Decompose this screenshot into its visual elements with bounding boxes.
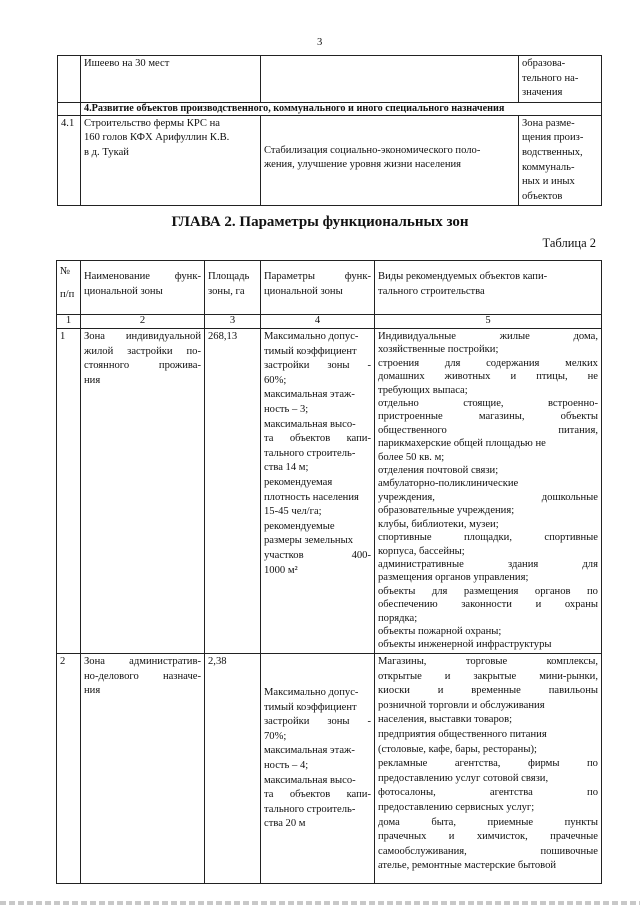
column-number: 2 (81, 315, 205, 329)
text-line (378, 370, 598, 383)
text-line (378, 845, 598, 860)
text-word: та (264, 789, 274, 801)
text-word: и (535, 599, 542, 611)
text-word: жилые (499, 331, 530, 342)
table-row (58, 115, 602, 206)
text-word: площадки, (464, 532, 512, 544)
text-line (378, 491, 598, 504)
text-line (264, 359, 371, 374)
text-word: хозяйственные постройки; (378, 344, 499, 356)
text-word: тального строитель- (264, 447, 356, 459)
text-word: административные (378, 558, 464, 570)
text-word: мелких (565, 357, 598, 369)
column-number: 4 (261, 315, 375, 329)
text-word: и (448, 831, 455, 843)
text-word: Максимально допус- (264, 687, 359, 698)
text-word: более 50 кв. м; (378, 451, 445, 463)
table-cell: Зона разме- щения произ- водственных, коммуналь- ных и иных объектов (519, 115, 602, 206)
text-word: предприятия общественного питания (378, 728, 547, 740)
text-line (264, 461, 371, 476)
text-line (378, 786, 598, 801)
text-word: плотность населения (264, 491, 359, 503)
text-line (378, 384, 598, 397)
text-line (378, 625, 598, 638)
text-word: рекламные (378, 758, 428, 770)
text-line (378, 801, 598, 816)
text-word: домашних (378, 371, 425, 383)
text-word: рекомендуемые (264, 520, 335, 532)
text-word: - (367, 360, 371, 372)
chapter-title: ГЛАВА 2. Параметры функциональных зон (171, 214, 469, 230)
text-word: самообслуживания, (378, 845, 467, 857)
text-line (84, 374, 201, 389)
scan-edge (0, 901, 640, 905)
text-line (378, 713, 598, 728)
text-word: животных (444, 371, 491, 383)
text-word: фирмы (527, 758, 560, 770)
text-line (378, 743, 598, 758)
table-row (57, 654, 602, 884)
text-word: содержания (486, 357, 540, 369)
text-word: 1000 м² (264, 564, 298, 576)
zone-object-types (375, 329, 602, 654)
header-area: Площадь зоны, га (205, 261, 261, 315)
text-line (264, 759, 371, 774)
text-line (378, 571, 598, 584)
text-word: порядка; (378, 612, 418, 624)
text-word: образовательные учреждения; (378, 505, 515, 517)
row-number: 1 (57, 329, 81, 654)
text-line (264, 403, 371, 418)
text-word: жилой (84, 345, 114, 357)
text-line (264, 447, 371, 462)
text-word: по- (186, 345, 201, 357)
text-line (264, 774, 371, 789)
zone-area: 2,38 (205, 654, 261, 884)
text-line (84, 670, 201, 685)
text-line (378, 451, 598, 464)
row-number: 2 (57, 654, 81, 884)
table-header-row (57, 261, 602, 315)
section-title: 4.Развитие объектов производственного, коммунального и иного специального назначения (81, 102, 602, 115)
text-word: размеры земельных (264, 535, 353, 547)
text-line (378, 531, 598, 544)
text-word: стоянного (84, 360, 130, 372)
text-line (264, 730, 371, 745)
header-num: № п/п (57, 261, 81, 315)
text-line (378, 464, 598, 477)
text-word: объекты пожарной охраны; (378, 625, 502, 637)
text-word: ность – 4; (264, 759, 309, 771)
text-word: объекты инженерной инфраструктуры (378, 639, 552, 651)
text-word: быта, (431, 816, 456, 828)
text-line (378, 816, 598, 831)
zone-name (81, 654, 205, 884)
text-word: Зона (84, 331, 105, 342)
row-number: 4.1 (58, 115, 81, 206)
table-cell: Строительство фермы КРС на 160 голов КФХ Арифуллин К.В. в д. Тукай (81, 115, 261, 206)
column-number-row (57, 315, 602, 329)
text-line (84, 345, 201, 360)
text-word: объектов (289, 433, 331, 445)
text-word: общественного (378, 424, 447, 436)
text-word: по (587, 787, 598, 799)
text-word: размещения органов управления; (378, 572, 529, 584)
text-line (84, 330, 201, 345)
text-word: для (444, 357, 461, 369)
text-word: рекомендуемая (264, 476, 333, 488)
text-word: размещения (463, 585, 519, 597)
text-line (378, 343, 598, 356)
text-word: дома, (573, 331, 598, 342)
text-word: для (582, 558, 598, 570)
text-word: пошивочные (540, 845, 598, 857)
text-word: и (444, 670, 451, 682)
text-word: киоски (378, 685, 410, 697)
text-word: строения (378, 357, 420, 369)
text-word: 400- (351, 549, 371, 561)
text-line (84, 655, 201, 670)
text-line (264, 549, 371, 564)
text-line (378, 357, 598, 370)
table-label: Таблица 2 (542, 236, 596, 250)
text-word: тимый коэффициент (264, 701, 357, 713)
text-word: комплексы, (546, 656, 598, 667)
text-line (378, 772, 598, 787)
text-word: питания, (558, 424, 598, 436)
text-word: фотосалоны, (378, 787, 436, 799)
text-word: тимый коэффициент (264, 345, 357, 357)
text-word: требующих выпаса; (378, 384, 468, 396)
text-line (378, 477, 598, 490)
text-word: зоны (327, 716, 350, 728)
text-word: максимальная высо- (264, 418, 356, 430)
text-word: объектов (289, 789, 331, 801)
text-line (378, 638, 598, 651)
text-line (378, 545, 598, 558)
zone-name (81, 329, 205, 654)
text-word: приемные (487, 816, 534, 828)
text-word: магазины, (478, 411, 525, 423)
text-word: - (367, 716, 371, 728)
table-row (58, 56, 602, 103)
text-word: агентства (489, 787, 533, 799)
text-line (264, 476, 371, 491)
text-line (378, 437, 598, 450)
text-word: застройки (127, 345, 173, 357)
text-word: агентства, (454, 758, 501, 770)
text-word: пристроенные (378, 411, 443, 423)
text-word: 60%; (264, 374, 287, 386)
text-line (378, 558, 598, 571)
text-word: максимальная этаж- (264, 389, 355, 401)
text-word: клубы, библиотеки, музеи; (378, 518, 499, 530)
text-word: объекты (560, 411, 598, 423)
text-word: прожива- (158, 360, 201, 372)
zone-area: 268,13 (205, 329, 261, 654)
text-line (264, 564, 371, 579)
zone-params (261, 329, 375, 654)
text-word: прачечных (378, 831, 427, 843)
text-line (264, 418, 371, 433)
text-word: Магазины, (378, 656, 427, 667)
table-row (57, 329, 602, 654)
text-line (378, 684, 598, 699)
text-word: органов (534, 585, 571, 597)
text-word: спортивные (544, 532, 598, 544)
text-line (264, 374, 371, 389)
text-word: для (431, 585, 448, 597)
text-word: Зона (84, 656, 105, 667)
text-word: закрытые (473, 670, 517, 682)
text-line (264, 491, 371, 506)
text-word: парикмахерские общей площадью не (378, 438, 546, 450)
text-word: та (264, 433, 274, 445)
zone-object-types (375, 654, 602, 884)
text-line (264, 788, 371, 803)
column-number: 1 (57, 315, 81, 329)
zone-params (261, 654, 375, 884)
text-word: учреждения, (378, 491, 435, 503)
text-line (378, 410, 598, 423)
text-word: и (510, 371, 517, 383)
text-line (264, 330, 371, 345)
text-word: назначе- (162, 670, 201, 682)
text-word: населения, выставки товаров; (378, 714, 513, 726)
text-word: зоны (327, 360, 350, 372)
text-word: застройки (264, 360, 310, 372)
text-line (264, 505, 371, 520)
text-word: капи- (346, 789, 371, 801)
text-word: по (586, 585, 598, 597)
text-word: ства 20 м (264, 818, 306, 830)
text-word: по (587, 758, 598, 770)
text-line (264, 388, 371, 403)
text-line (378, 504, 598, 517)
text-word: птицы, (536, 371, 568, 383)
text-word: предоставлению сервисных услуг; (378, 801, 535, 813)
text-line (378, 330, 598, 343)
table-section-row (58, 102, 602, 115)
column-number: 3 (205, 315, 261, 329)
text-word: отдельно (378, 398, 419, 410)
text-word: ства 14 м; (264, 462, 309, 474)
text-word: обеспечению (378, 599, 438, 611)
text-word: не (587, 371, 598, 383)
text-word: застройки (264, 716, 310, 728)
table-cell: Ишеево на 30 мест (81, 56, 261, 103)
text-line (378, 612, 598, 625)
text-word: участков (264, 549, 304, 561)
text-line (378, 699, 598, 714)
text-word: тального строитель- (264, 803, 356, 815)
text-line (264, 817, 371, 832)
text-word: охраны (564, 599, 598, 611)
text-line (378, 397, 598, 410)
top-table (57, 55, 602, 206)
text-word: ния (84, 374, 101, 386)
page-number: 3 (317, 37, 323, 48)
header-params: Параметры функ- циональной зоны (261, 261, 375, 315)
text-word: дошкольные (541, 491, 598, 503)
text-line (378, 757, 598, 772)
main-table (56, 260, 602, 884)
text-word: прачечные (550, 831, 598, 843)
text-word: встроенно- (547, 398, 598, 410)
text-word: мини-рынки, (539, 670, 598, 682)
text-word: максимальная высо- (264, 774, 356, 786)
text-line (264, 432, 371, 447)
text-line (264, 715, 371, 730)
text-line (378, 670, 598, 685)
text-word: административ- (129, 656, 201, 667)
text-word: 70%; (264, 730, 287, 742)
text-word: павильоны (548, 685, 598, 697)
text-line (378, 728, 598, 743)
text-word: но-делового (84, 670, 139, 682)
text-line (264, 534, 371, 549)
text-word: отделения почтовой связи; (378, 465, 499, 477)
table-cell: образова- тельного на- значения (519, 56, 602, 103)
column-number: 5 (375, 315, 602, 329)
text-line (378, 655, 598, 670)
text-word: максимальная этаж- (264, 745, 355, 757)
header-types: Виды рекомендуемых объектов капи- тального строительства (375, 261, 602, 315)
text-word: дома (378, 816, 400, 828)
text-word: стоящие, (463, 398, 504, 410)
text-line (264, 744, 371, 759)
text-line (264, 520, 371, 535)
table-cell: Стабилизация социально-экономического поло- жения, улучшение уровня жизни населения (261, 115, 519, 206)
header-name: Наименование функ- циональной зоны (81, 261, 205, 315)
text-word: ния (84, 685, 101, 697)
text-word: и (437, 685, 444, 697)
text-word: торговые (465, 656, 508, 667)
text-line (84, 359, 201, 374)
text-word: Индивидуальные (378, 331, 456, 342)
text-word: ность – 3; (264, 403, 309, 415)
text-word: (столовые, кафе, бары, рестораны); (378, 743, 537, 755)
text-word: розничной торговли и обслуживания (378, 699, 545, 711)
text-line (378, 424, 598, 437)
text-word: спортивные (378, 532, 432, 544)
text-word: законности (461, 599, 512, 611)
text-word: 15-45 чел/га; (264, 506, 322, 518)
text-word: объекты (378, 585, 416, 597)
text-line (378, 518, 598, 531)
text-line (264, 686, 371, 701)
text-word: капи- (346, 433, 371, 445)
text-word: здания (507, 558, 539, 570)
text-line (264, 803, 371, 818)
text-word: предоставлению услуг сотовой связи, (378, 772, 549, 784)
text-word: химчисток, (476, 831, 528, 843)
text-line (264, 701, 371, 716)
text-word: временные (471, 685, 521, 697)
text-word: открытые (378, 670, 422, 682)
text-line (84, 684, 201, 699)
text-line (378, 598, 598, 611)
text-line (264, 345, 371, 360)
text-word: индивидуальной (125, 331, 201, 342)
text-word: Максимально допус- (264, 331, 359, 342)
text-word: амбулаторно-поликлинические (378, 478, 519, 490)
text-line (378, 859, 598, 874)
text-word: ателье, ремонтные мастерские бытовой (378, 860, 557, 872)
text-line (378, 585, 598, 598)
text-line (378, 830, 598, 845)
text-word: пункты (564, 816, 598, 828)
text-word: корпуса, бассейны; (378, 545, 465, 557)
